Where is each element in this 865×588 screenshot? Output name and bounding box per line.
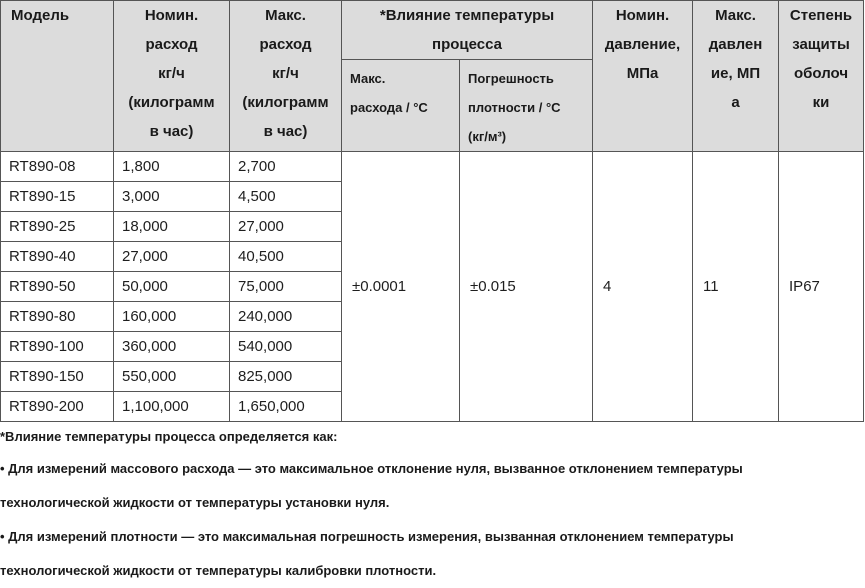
cell-max-flow: 40,500	[230, 242, 342, 272]
header-text: оболоч	[793, 65, 849, 82]
header-text: защиты	[792, 36, 850, 53]
header-text: (килограмм	[242, 94, 329, 111]
table-body	[1, 152, 864, 422]
cell-max-flow: 75,000	[230, 272, 342, 302]
header-temp-max-flow	[342, 60, 460, 152]
cell-temp-density: ±0.015	[460, 152, 593, 422]
cell-max-flow: 2,700	[230, 152, 342, 182]
cell-nominal-flow: 550,000	[114, 362, 230, 392]
cell-model: RT890-80	[1, 302, 114, 332]
header-model	[1, 1, 114, 152]
footnote-line: технологической жидкости от температуры установки нуля.	[0, 495, 390, 510]
header-text: ки	[812, 94, 830, 111]
header-text: в час)	[149, 123, 194, 140]
cell-nominal-flow: 50,000	[114, 272, 230, 302]
header-text: кг/ч	[158, 65, 185, 82]
header-text: плотности / °C	[468, 100, 561, 115]
header-temp-effect	[342, 1, 593, 60]
footnote-line: технологической жидкости от температуры калибровки плотности.	[0, 563, 437, 578]
cell-nominal-flow: 1,100,000	[114, 392, 230, 422]
cell-max-pressure: 11	[693, 152, 779, 422]
cell-model: RT890-40	[1, 242, 114, 272]
header-text: кг/ч	[272, 65, 299, 82]
header-text: процесса	[432, 36, 502, 53]
header-max-flow	[230, 1, 342, 152]
header-text: Макс.	[265, 7, 306, 24]
cell-nominal-flow: 18,000	[114, 212, 230, 242]
header-text: Макс.	[350, 71, 386, 86]
cell-nominal-flow: 360,000	[114, 332, 230, 362]
cell-max-flow: 825,000	[230, 362, 342, 392]
cell-max-flow: 540,000	[230, 332, 342, 362]
cell-max-flow: 4,500	[230, 182, 342, 212]
header-text: ие, МП	[710, 65, 761, 82]
cell-nominal-flow: 160,000	[114, 302, 230, 332]
cell-model: RT890-100	[1, 332, 114, 362]
cell-max-flow: 27,000	[230, 212, 342, 242]
footnote-line: • Для измерений плотности — это максимальная погрешность измерения, вызванная отклонением температуры	[0, 529, 734, 544]
footnote-title: *Влияние температуры процесса определяется как:	[0, 429, 338, 444]
header-text: расход	[145, 36, 198, 53]
header-nominal-flow	[114, 1, 230, 152]
header-text: расход	[259, 36, 312, 53]
header-text: а	[731, 94, 740, 111]
header-text: в час)	[263, 123, 308, 140]
header-text: Макс.	[715, 7, 756, 24]
header-text: *Влияние температуры	[379, 7, 555, 24]
header-nominal-pressure	[593, 1, 693, 152]
cell-model: RT890-08	[1, 152, 114, 182]
cell-model: RT890-200	[1, 392, 114, 422]
cell-max-flow: 1,650,000	[230, 392, 342, 422]
cell-max-flow: 240,000	[230, 302, 342, 332]
header-protection	[779, 1, 864, 152]
table-row	[1, 152, 864, 182]
cell-model: RT890-150	[1, 362, 114, 392]
header-text: (кг/м³)	[468, 129, 507, 144]
header-text: МПа	[626, 65, 659, 82]
header-text: Погрешность	[468, 71, 554, 86]
header-text: расхода / °C	[350, 100, 428, 115]
cell-nominal-flow: 3,000	[114, 182, 230, 212]
cell-nominal-flow: 1,800	[114, 152, 230, 182]
header-text: (килограмм	[128, 94, 215, 111]
table-header	[1, 1, 864, 152]
header-text: Номин.	[615, 7, 670, 24]
cell-model: RT890-15	[1, 182, 114, 212]
footnotes	[0, 421, 865, 588]
header-text: Номин.	[144, 7, 199, 24]
header-model-label: Модель	[11, 7, 70, 24]
header-text: давление,	[604, 36, 681, 53]
cell-nominal-pressure: 4	[593, 152, 693, 422]
cell-model: RT890-25	[1, 212, 114, 242]
header-text: Степень	[789, 7, 853, 24]
footnote-line: • Для измерений массового расхода — это максимальное отклонение нуля, вызванное отклонением температуры	[0, 461, 743, 476]
cell-protection: IP67	[779, 152, 864, 422]
cell-nominal-flow: 27,000	[114, 242, 230, 272]
header-text: давлен	[708, 36, 763, 53]
header-temp-density-error	[460, 60, 593, 152]
cell-model: RT890-50	[1, 272, 114, 302]
header-max-pressure	[693, 1, 779, 152]
cell-temp-max-flow: ±0.0001	[342, 152, 460, 422]
